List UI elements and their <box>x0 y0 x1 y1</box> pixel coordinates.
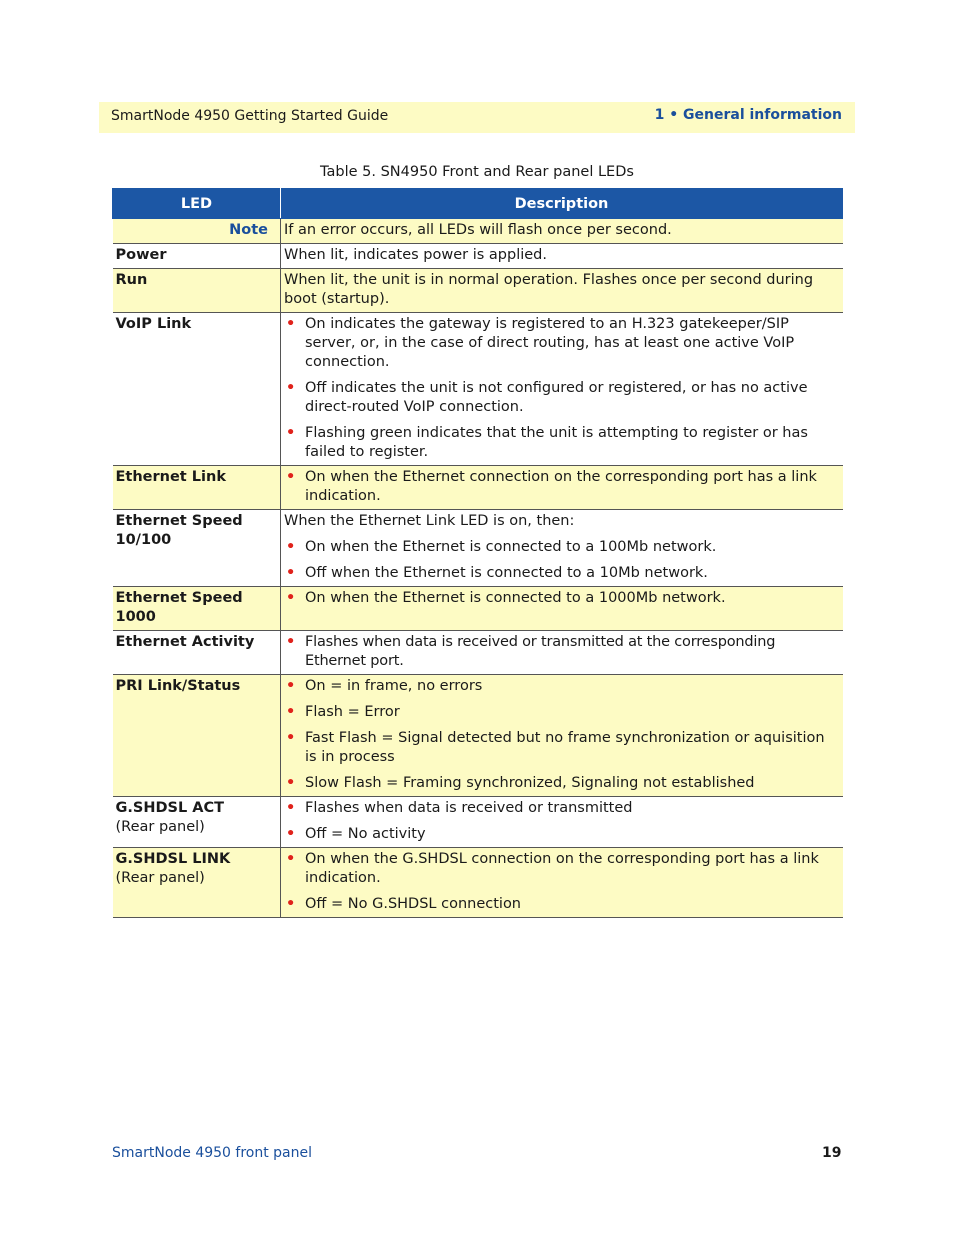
led-description <box>281 269 843 313</box>
bullet-icon: • <box>286 704 296 720</box>
note-row <box>113 219 843 244</box>
led-name: Power <box>113 244 281 269</box>
bullet-list <box>284 633 840 671</box>
bullet-list <box>284 589 840 608</box>
list-item-text: On = in frame, no errors <box>305 678 483 694</box>
bullet-icon: • <box>286 565 296 581</box>
footer-section-link[interactable]: SmartNode 4950 front panel <box>112 1145 313 1161</box>
list-item-text: On when the Ethernet is connected to a 1000Mb network. <box>305 590 726 606</box>
bullet-icon: • <box>286 800 296 816</box>
bullet-list <box>284 850 840 914</box>
led-name: PRI Link/Status <box>113 675 281 797</box>
list-item-text: Flashes when data is received or transmitted at the corresponding Ethernet port. <box>305 634 776 669</box>
list-item-text: On indicates the gateway is registered to an H.323 gatekeeper/SIP server, or, in the case of direct routing, has at least one active VoIP connection. <box>305 316 795 370</box>
table-caption: Table 5. SN4950 Front and Rear panel LEDs <box>320 164 634 180</box>
list-item-text: Slow Flash = Framing synchronized, Signaling not established <box>305 775 755 791</box>
list-item <box>284 895 840 914</box>
column-header-led: LED <box>113 189 281 219</box>
list-item <box>284 799 840 818</box>
led-name-text: G.SHDSL LINK <box>115 851 231 867</box>
description-lead: When the Ethernet Link LED is on, then: <box>284 513 575 529</box>
led-description <box>281 797 843 848</box>
table-row-ethernet-activity <box>113 631 843 675</box>
table-row-voip-link <box>113 313 843 466</box>
list-item <box>284 825 840 844</box>
list-item <box>284 468 840 506</box>
column-header-description: Description <box>281 189 843 219</box>
bullet-icon: • <box>286 678 296 694</box>
note-text: If an error occurs, all LEDs will flash once per second. <box>281 219 843 244</box>
table-header-row <box>113 189 843 219</box>
list-item <box>284 424 840 462</box>
list-item-text: Flashing green indicates that the unit is attempting to register or has failed to register. <box>305 425 808 460</box>
table-row-gshdsl-link <box>113 848 843 918</box>
header-doc-title: SmartNode 4950 Getting Started Guide <box>111 108 389 124</box>
bullet-icon: • <box>286 316 296 332</box>
list-item <box>284 774 840 793</box>
list-item-text: Off = No activity <box>305 826 426 842</box>
list-item-text: On when the Ethernet connection on the corresponding port has a link indication. <box>305 469 817 504</box>
led-description <box>281 587 843 631</box>
led-description <box>281 848 843 918</box>
bullet-icon: • <box>286 539 296 555</box>
bullet-list <box>284 799 840 844</box>
list-item-text: Off indicates the unit is not configured or registered, or has no active direct-routed VoIP connection. <box>305 380 808 415</box>
led-name: Ethernet Speed 1000 <box>113 587 281 631</box>
table-row-run <box>113 269 843 313</box>
list-item-text: Fast Flash = Signal detected but no frame synchronization or aquisition is in process <box>305 730 825 765</box>
bullet-icon: • <box>286 590 296 606</box>
list-item <box>284 677 840 696</box>
led-location: (Rear panel) <box>115 819 205 835</box>
led-name: Ethernet Speed 10/100 <box>113 510 281 587</box>
list-item-text: Flash = Error <box>305 704 400 720</box>
list-item <box>284 633 840 671</box>
bullet-icon: • <box>286 380 296 396</box>
led-location: (Rear panel) <box>115 870 205 886</box>
led-description <box>281 466 843 510</box>
list-item <box>284 703 840 722</box>
table-row-power <box>113 244 843 269</box>
led-description <box>281 510 843 587</box>
list-item <box>284 379 840 417</box>
bullet-list <box>284 315 840 462</box>
led-description <box>281 631 843 675</box>
led-name: Run <box>113 269 281 313</box>
header-chapter-link[interactable]: 1 • General information <box>654 107 842 123</box>
page-number: 19 <box>822 1145 842 1161</box>
list-item-text: Off = No G.SHDSL connection <box>305 896 521 912</box>
list-item-text: Flashes when data is received or transmitted <box>305 800 633 816</box>
list-item <box>284 538 840 557</box>
led-name: Ethernet Activity <box>113 631 281 675</box>
led-description <box>281 675 843 797</box>
led-description <box>281 313 843 466</box>
table-row-ethernet-speed-1000 <box>113 587 843 631</box>
led-name: VoIP Link <box>113 313 281 466</box>
note-label: Note <box>113 219 281 244</box>
bullet-icon: • <box>286 634 296 650</box>
bullet-icon: • <box>286 469 296 485</box>
running-header <box>99 102 855 133</box>
bullet-list <box>284 677 840 793</box>
list-item <box>284 850 840 888</box>
bullet-list <box>284 468 840 506</box>
table-row-ethernet-link <box>113 466 843 510</box>
list-item <box>284 729 840 767</box>
led-description-text: When lit, the unit is in normal operation. Flashes once per second during boot (startup). <box>284 272 814 307</box>
led-name <box>113 797 281 848</box>
bullet-icon: • <box>286 851 296 867</box>
led-name <box>113 848 281 918</box>
list-item-text: On when the Ethernet is connected to a 100Mb network. <box>305 539 717 555</box>
table-row-ethernet-speed-10-100 <box>113 510 843 587</box>
list-item-text: On when the G.SHDSL connection on the corresponding port has a link indication. <box>305 851 819 886</box>
list-item <box>284 315 840 372</box>
led-description: When lit, indicates power is applied. <box>281 244 843 269</box>
led-name-text: G.SHDSL ACT <box>115 800 225 816</box>
list-item <box>284 564 840 583</box>
list-item <box>284 589 840 608</box>
bullet-icon: • <box>286 775 296 791</box>
bullet-icon: • <box>286 896 296 912</box>
bullet-list <box>284 538 840 583</box>
led-name: Ethernet Link <box>113 466 281 510</box>
table-row-gshdsl-act <box>113 797 843 848</box>
bullet-icon: • <box>286 826 296 842</box>
list-item-text: Off when the Ethernet is connected to a 10Mb network. <box>305 565 708 581</box>
bullet-icon: • <box>286 425 296 441</box>
led-table <box>112 188 843 918</box>
table-row-pri-link-status <box>113 675 843 797</box>
bullet-icon: • <box>286 730 296 746</box>
